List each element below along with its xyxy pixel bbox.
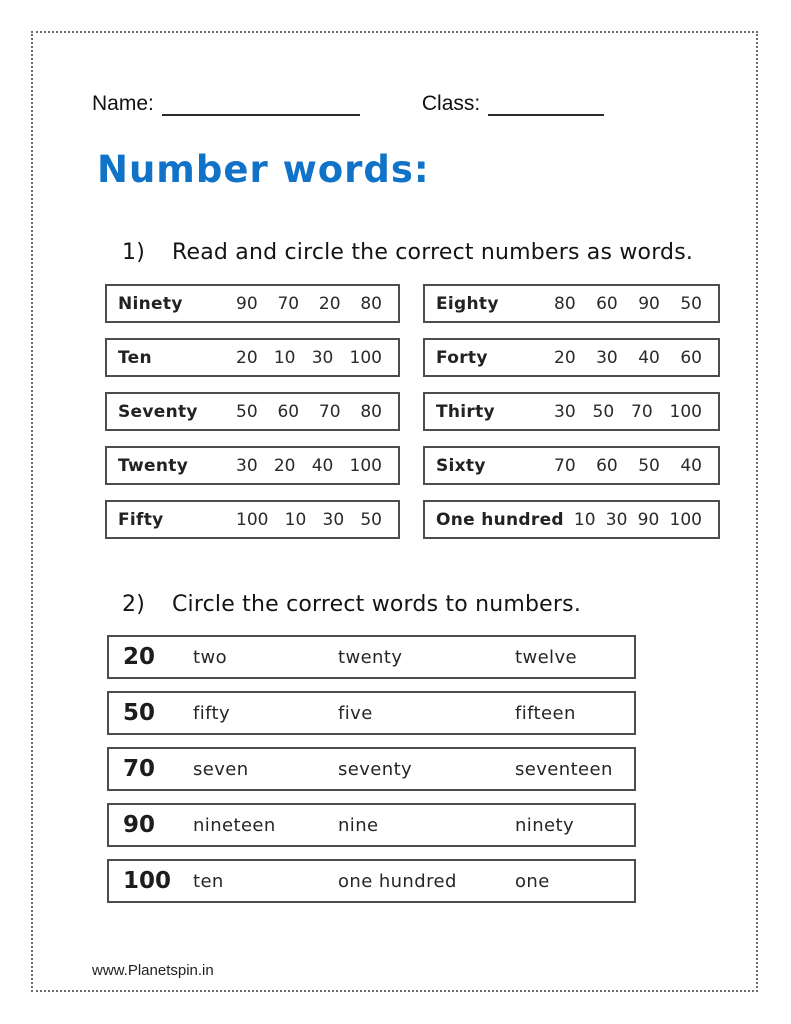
number-option[interactable]: 80 — [360, 293, 382, 314]
number-option[interactable]: 50 — [236, 401, 258, 422]
number-word-label: Sixty — [436, 455, 486, 476]
class-label: Class: — [421, 92, 481, 115]
word-option[interactable]: fifty — [193, 702, 231, 724]
number-option[interactable]: 20 — [554, 347, 576, 368]
number-word-row — [105, 284, 400, 323]
number-option[interactable]: 100 — [236, 509, 269, 530]
number-word-label: Forty — [436, 347, 488, 368]
section2-list — [107, 635, 636, 903]
row-number: 100 — [123, 868, 172, 894]
number-option[interactable]: 70 — [554, 455, 576, 476]
name-input-line[interactable] — [162, 92, 360, 116]
number-option[interactable]: 60 — [596, 293, 618, 314]
number-option[interactable]: 100 — [349, 347, 382, 368]
number-option[interactable]: 10 — [273, 347, 296, 368]
word-option[interactable]: ninety — [515, 814, 575, 836]
number-word-label: Ninety — [118, 293, 183, 314]
word-option[interactable]: twenty — [338, 646, 403, 668]
number-options — [574, 510, 702, 530]
number-options — [554, 294, 702, 314]
number-options — [554, 456, 702, 476]
class-input-line[interactable] — [488, 92, 604, 116]
number-option[interactable]: 100 — [669, 401, 702, 422]
name-label: Name: — [92, 92, 154, 115]
section1-instruction: Read and circle the correct numbers as words. — [172, 240, 694, 265]
number-options — [554, 402, 702, 422]
word-option[interactable]: one — [515, 870, 550, 892]
number-word-row — [105, 392, 400, 431]
word-number-row — [107, 859, 636, 903]
number-options — [236, 348, 382, 368]
section1-number: 1) — [122, 240, 145, 265]
number-options — [554, 348, 702, 368]
number-option[interactable]: 90 — [236, 293, 258, 314]
number-word-row — [105, 446, 400, 485]
word-option[interactable]: nineteen — [193, 814, 276, 836]
number-option[interactable]: 60 — [277, 401, 300, 422]
row-number: 50 — [123, 700, 156, 726]
number-option[interactable]: 30 — [311, 347, 334, 368]
number-option[interactable]: 30 — [554, 401, 576, 422]
number-option[interactable]: 50 — [680, 293, 702, 314]
name-class-row — [92, 92, 652, 116]
section1-grid — [105, 284, 720, 539]
number-option[interactable]: 70 — [277, 293, 300, 314]
number-option[interactable]: 70 — [318, 401, 341, 422]
row-number: 90 — [123, 812, 156, 838]
section1-right-column — [423, 284, 720, 539]
number-word-label: Fifty — [118, 509, 164, 530]
number-option[interactable]: 100 — [669, 509, 702, 530]
number-word-label: Twenty — [118, 455, 189, 476]
row-number: 20 — [123, 644, 156, 670]
word-option[interactable]: ten — [193, 870, 224, 892]
word-option[interactable]: fifteen — [515, 702, 576, 724]
number-word-row — [105, 338, 400, 377]
number-option[interactable]: 50 — [360, 509, 382, 530]
number-option[interactable]: 30 — [605, 509, 628, 530]
number-word-label: Ten — [118, 347, 152, 368]
word-option[interactable]: one hundred — [338, 870, 457, 892]
number-options — [236, 402, 382, 422]
section2-number: 2) — [122, 592, 145, 617]
section2-heading — [122, 592, 581, 617]
name-field-group — [92, 92, 360, 116]
number-word-label: Thirty — [436, 401, 495, 422]
number-word-label: Eighty — [436, 293, 499, 314]
number-options — [236, 294, 382, 314]
number-options — [236, 456, 382, 476]
number-option[interactable]: 90 — [637, 509, 660, 530]
number-option[interactable]: 70 — [631, 401, 653, 422]
number-option[interactable]: 80 — [360, 401, 382, 422]
number-option[interactable]: 30 — [236, 455, 258, 476]
number-word-row — [105, 500, 400, 539]
word-number-row — [107, 691, 636, 735]
number-option[interactable]: 20 — [273, 455, 296, 476]
section2-instruction: Circle the correct words to numbers. — [172, 592, 582, 617]
number-option[interactable]: 50 — [638, 455, 660, 476]
number-option[interactable]: 50 — [592, 401, 615, 422]
number-options — [236, 510, 382, 530]
word-option[interactable]: twelve — [515, 646, 577, 668]
number-option[interactable]: 60 — [596, 455, 618, 476]
number-word-label: Seventy — [118, 401, 198, 422]
number-word-row — [423, 500, 720, 539]
number-word-row — [423, 446, 720, 485]
number-word-row — [423, 338, 720, 377]
number-option[interactable]: 80 — [554, 293, 576, 314]
number-option[interactable]: 10 — [573, 509, 596, 530]
word-option[interactable]: five — [338, 702, 373, 724]
number-option[interactable]: 40 — [680, 455, 702, 476]
number-word-row — [423, 284, 720, 323]
word-option[interactable]: seventy — [338, 758, 413, 780]
number-option[interactable]: 10 — [284, 509, 307, 530]
number-option[interactable]: 40 — [311, 455, 334, 476]
number-option[interactable]: 60 — [680, 347, 702, 368]
number-word-label: One hundred — [436, 509, 564, 530]
page-title: Number words: — [97, 148, 430, 191]
number-option[interactable]: 20 — [318, 293, 341, 314]
section1-heading — [122, 240, 693, 265]
row-number: 70 — [123, 756, 156, 782]
word-option[interactable]: seven — [193, 758, 249, 780]
section1-left-column — [105, 284, 400, 539]
class-field-group — [422, 92, 604, 116]
word-number-row — [107, 747, 636, 791]
word-number-row — [107, 803, 636, 847]
number-option[interactable]: 90 — [638, 293, 660, 314]
number-option[interactable]: 30 — [322, 509, 345, 530]
word-option[interactable]: seventeen — [515, 758, 613, 780]
number-option[interactable]: 30 — [596, 347, 618, 368]
word-option[interactable]: nine — [338, 814, 379, 836]
number-option[interactable]: 100 — [349, 455, 382, 476]
number-option[interactable]: 40 — [638, 347, 660, 368]
footer-url: www.Planetspin.in — [92, 962, 214, 979]
number-word-row — [423, 392, 720, 431]
word-option[interactable]: two — [193, 646, 227, 668]
number-option[interactable]: 20 — [236, 347, 258, 368]
word-number-row — [107, 635, 636, 679]
